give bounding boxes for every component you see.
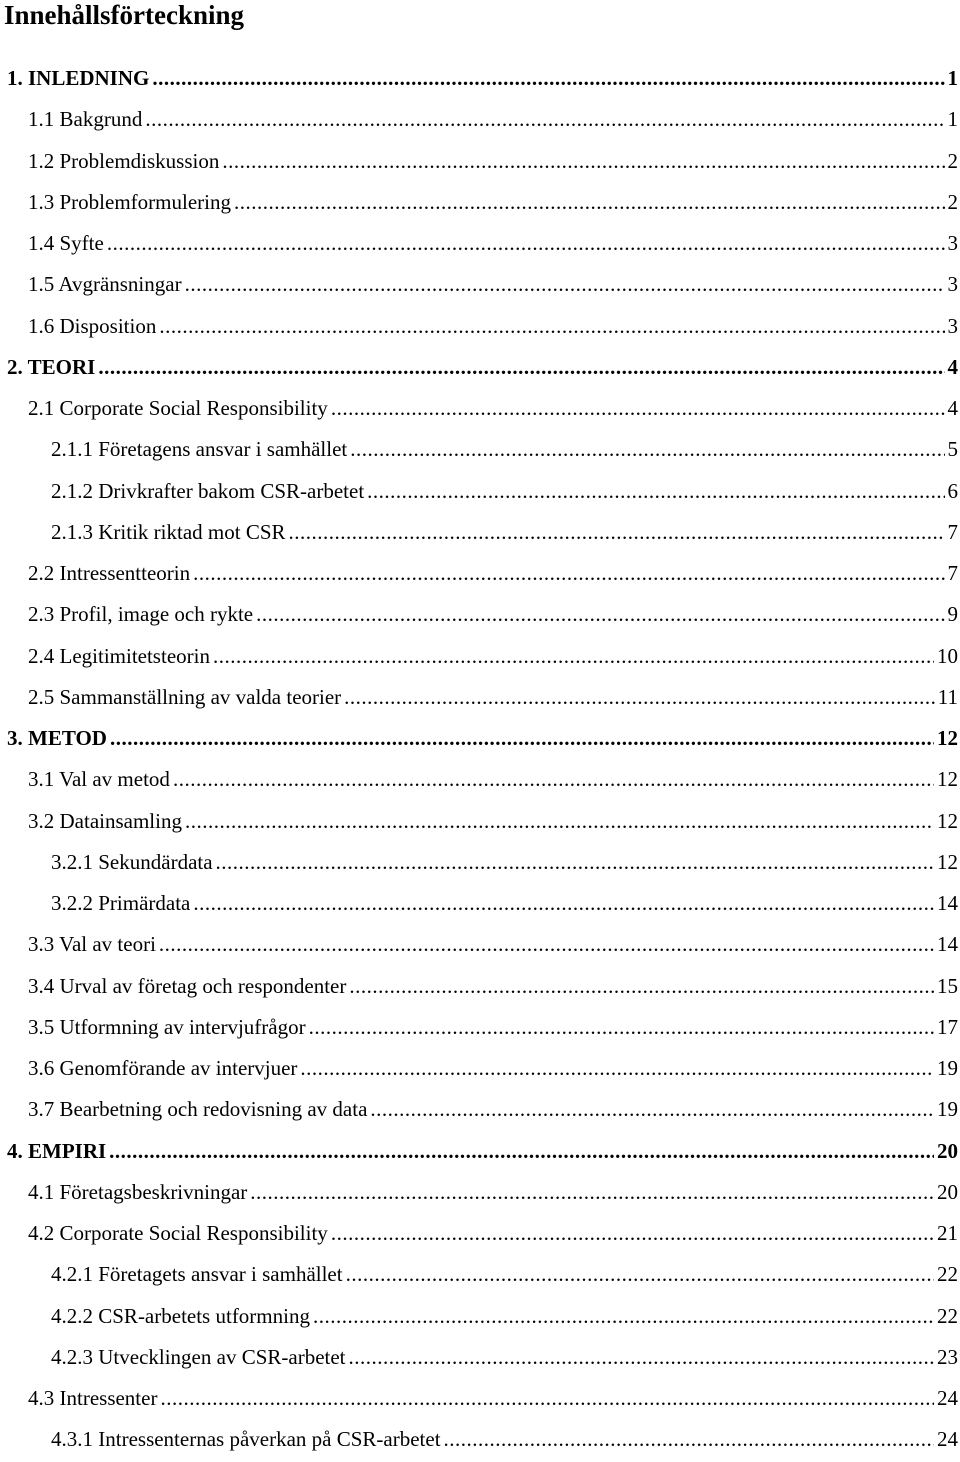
toc-entry[interactable] [0,141,960,182]
toc-entry[interactable] [0,512,960,553]
toc-entry-label: 4.3 Intressenter [28,1386,158,1410]
toc-entry[interactable] [0,1131,960,1172]
toc-entry-page-number: 3 [947,313,958,338]
toc-entry-page-number: 22 [937,1303,958,1328]
dot-leader [344,677,935,718]
toc-entry-page-number: 9 [947,602,958,627]
toc-entry-label: 3.2 Datainsamling [28,808,182,833]
toc-entry[interactable] [0,471,960,512]
toc-entry[interactable] [0,429,960,470]
toc-entry-page-number: 19 [937,1097,958,1122]
toc-entry[interactable] [0,924,960,965]
dot-leader [109,1131,934,1172]
toc-entry-page-number: 12 [937,726,958,750]
dot-leader [213,636,934,677]
toc-entry-label: 3.2.2 Primärdata [51,891,191,915]
toc-entry-page-number: 7 [947,561,958,585]
toc-entry-page-number: 2 [947,189,958,214]
toc-entry[interactable] [0,1089,960,1130]
toc-entry-label: 3.7 Bearbetning och redovisning av data [28,1097,368,1122]
toc-entry[interactable] [0,759,960,800]
dot-leader [444,1419,934,1460]
toc-entry-page-number: 22 [937,1262,958,1287]
toc-entry-page-number: 21 [937,1221,958,1245]
toc-entry[interactable] [0,99,960,140]
dot-leader [350,429,944,470]
toc-entry-page-number: 23 [937,1344,958,1369]
dot-leader [234,182,945,223]
toc-entry-label: 1.6 Disposition [28,313,157,338]
toc-entry-label: 2.4 Legitimitetsteorin [28,643,210,668]
toc-entry-page-number: 1 [947,66,958,90]
dot-leader [152,58,944,99]
toc-list [0,58,960,1461]
toc-entry[interactable] [0,1296,960,1337]
toc-entry[interactable] [0,1337,960,1378]
dot-leader [185,801,934,842]
dot-leader [159,306,944,347]
toc-entry[interactable] [0,718,960,759]
toc-entry-label: 4.2.1 Företagets ansvar i samhället [51,1262,343,1287]
toc-entry[interactable] [0,1378,960,1419]
dot-leader [160,1378,934,1419]
toc-entry-label: 2.2 Intressentteorin [28,561,191,585]
toc-entry[interactable] [0,801,960,842]
toc-entry-label: 1.1 Bakgrund [28,107,143,132]
toc-entry[interactable] [0,1007,960,1048]
toc-entry-label: 3.5 Utformning av intervjufrågor [28,1014,306,1039]
toc-entry-label: 3.2.1 Sekundärdata [51,849,213,874]
toc-entry[interactable] [0,1048,960,1089]
toc-entry-page-number: 12 [937,808,958,833]
toc-entry-page-number: 11 [937,684,958,709]
toc-entry-page-number: 24 [937,1427,958,1452]
toc-entry[interactable] [0,883,960,924]
toc-entry-label: 1.2 Problemdiskussion [28,148,220,173]
toc-entry-label: 1.3 Problemformulering [28,189,231,214]
toc-entry-label: 3.4 Urval av företag och respondenter [28,973,347,998]
toc-entry-page-number: 4 [947,354,958,379]
toc-entry-page-number: 20 [937,1138,958,1163]
toc-entry[interactable] [0,1213,960,1254]
toc-title: Innehållsförteckning [4,0,245,30]
dot-leader [173,759,934,800]
toc-entry[interactable] [0,636,960,677]
toc-entry-label: 1.5 Avgränsningar [28,272,182,297]
toc-entry-label: 2.5 Sammanställning av valda teorier [28,684,342,709]
toc-entry[interactable] [0,677,960,718]
dot-leader [193,883,934,924]
dot-leader [309,1007,934,1048]
toc-entry[interactable] [0,347,960,388]
toc-entry-label: 2.3 Profil, image och rykte [28,602,254,627]
toc-entry[interactable] [0,1254,960,1295]
toc-entry-label: 1. INLEDNING [7,66,150,90]
dot-leader [98,347,944,388]
toc-entry-page-number: 17 [937,1014,958,1039]
dot-leader [216,842,934,883]
toc-entry[interactable] [0,1419,960,1460]
toc-entry-label: 3.6 Genomförande av intervjuer [28,1056,298,1080]
toc-entry-label: 2. TEORI [7,354,96,379]
toc-entry-page-number: 6 [947,478,958,503]
dot-leader [185,264,945,305]
dot-leader [349,966,934,1007]
dot-leader [331,388,945,429]
toc-entry[interactable] [0,842,960,883]
toc-entry[interactable] [0,264,960,305]
dot-leader [256,594,944,635]
toc-entry[interactable] [0,388,960,429]
toc-entry-label: 4.1 Företagsbeskrivningar [28,1179,248,1204]
dot-leader [193,553,944,594]
toc-entry-label: 3. METOD [7,726,107,750]
dot-leader [367,471,944,512]
toc-entry-page-number: 3 [947,272,958,297]
toc-entry-label: 4.3.1 Intressenternas påverkan på CSR-arbetet [51,1427,441,1452]
toc-entry-page-number: 2 [947,148,958,173]
toc-entry-label: 3.1 Val av metod [28,767,170,792]
toc-entry-page-number: 19 [937,1056,958,1080]
toc-entry[interactable] [0,594,960,635]
toc-entry-page-number: 5 [947,437,958,462]
toc-entry-page-number: 1 [947,107,958,132]
dot-leader [145,99,944,140]
dot-leader [222,141,944,182]
toc-entry-page-number: 12 [937,767,958,792]
toc-entry-label: 2.1 Corporate Social Responsibility [28,396,328,420]
dot-leader [250,1172,934,1213]
toc-entry[interactable] [0,966,960,1007]
toc-entry-page-number: 12 [937,849,958,874]
dot-leader [159,924,934,965]
toc-entry[interactable] [0,306,960,347]
toc-entry-label: 1.4 Syfte [28,231,104,255]
toc-entry[interactable] [0,1172,960,1213]
toc-entry-label: 4.2.2 CSR-arbetets utformning [51,1303,310,1328]
toc-entry-label: 2.1.2 Drivkrafter bakom CSR-arbetet [51,478,365,503]
toc-entry-label: 4.2 Corporate Social Responsibility [28,1221,328,1245]
toc-entry-page-number: 14 [937,891,958,915]
toc-entry[interactable] [0,223,960,264]
dot-leader [289,512,945,553]
toc-entry-label: 2.1.1 Företagens ansvar i samhället [51,437,348,462]
dot-leader [331,1213,934,1254]
dot-leader [370,1089,934,1130]
toc-entry-page-number: 10 [937,643,958,668]
toc-entry-page-number: 3 [947,231,958,255]
dot-leader [107,223,945,264]
toc-entry-page-number: 24 [937,1386,958,1410]
toc-entry[interactable] [0,553,960,594]
toc-entry-page-number: 20 [937,1179,958,1204]
toc-entry[interactable] [0,182,960,223]
toc-entry-label: 2.1.3 Kritik riktad mot CSR [51,519,286,544]
dot-leader [313,1296,934,1337]
toc-entry-page-number: 15 [937,973,958,998]
dot-leader [110,718,934,759]
toc-entry[interactable] [0,58,960,99]
toc-entry-label: 4.2.3 Utvecklingen av CSR-arbetet [51,1344,346,1369]
dot-leader [300,1048,934,1089]
toc-entry-page-number: 4 [947,396,958,420]
toc-entry-page-number: 7 [947,519,958,544]
toc-entry-label: 3.3 Val av teori [28,932,156,957]
dot-leader [346,1254,934,1295]
toc-entry-label: 4. EMPIRI [7,1138,107,1163]
dot-leader [349,1337,934,1378]
toc-entry-page-number: 14 [937,932,958,957]
